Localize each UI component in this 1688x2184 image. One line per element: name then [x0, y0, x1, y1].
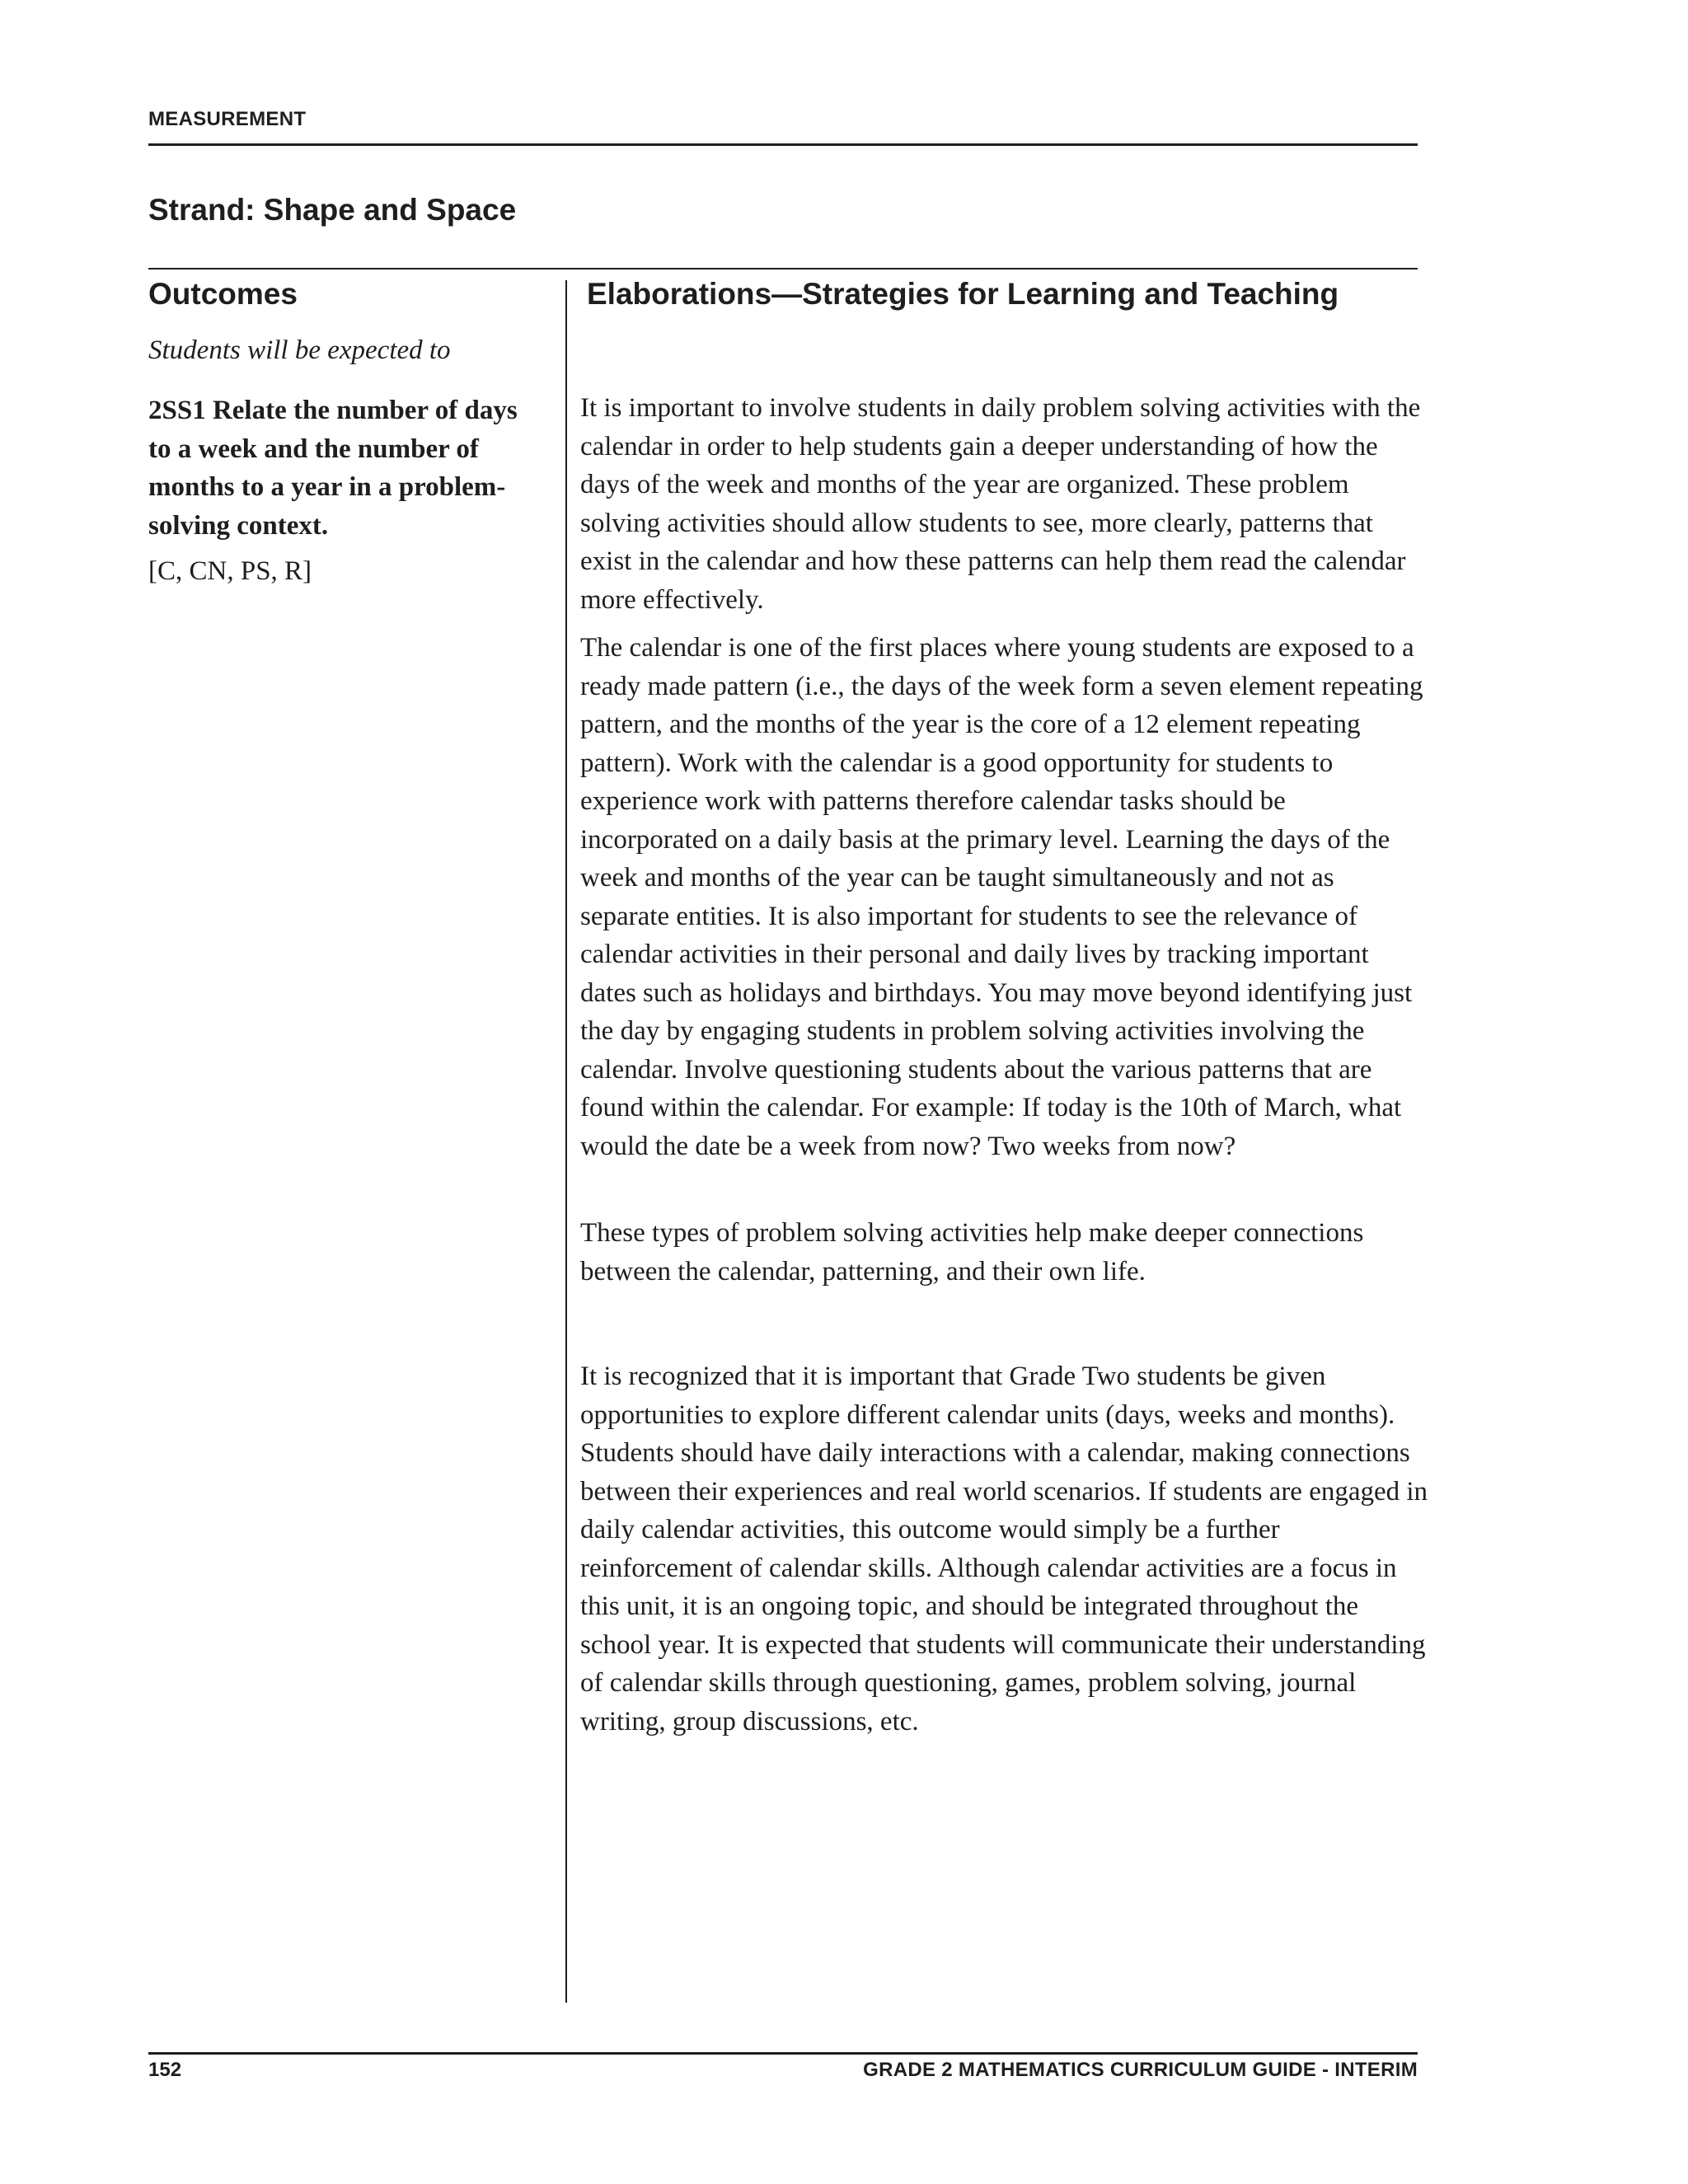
- page-number: 152: [148, 2059, 182, 2081]
- running-head: MEASUREMENT: [148, 108, 307, 130]
- elaboration-paragraph: These types of problem solving activities help make deeper connections between the calendar, patterning, and their own life.: [580, 1218, 1364, 1286]
- elaboration-paragraph: It is recognized that it is important that Grade Two students be given opportunities to explore different calendar units (days, weeks and months). Students should have daily interactions with a calendar, making connections between their experiences and real world scenarios. If students are engaged in daily calendar activities, this outcome would simply be a further reinforcement of calendar skills. Although calendar activities are a focus in this unit, it is an ongoing topic, and should be integrated throughout the school year. It is expected that students will communicate their understanding of calendar skills through questioning, games, problem solving, journal writing, group discussions, etc.: [580, 1361, 1428, 1736]
- column-divider: [565, 280, 567, 2003]
- elaboration-paragraph: The calendar is one of the first places where young students are exposed to a ready made pattern (i.e., the days of the week form a seven element repeating pattern, and the months of the year is the core of a 12 element repeating pattern). Work with the calendar is a good opportunity for students to experience work with patterns therefore calendar tasks should be incorporated on a daily basis at the primary level. Learning the days of the week and months of the year can be taught simultaneously and not as separate entities. It is also important for students to see the relevance of calendar activities in their personal and daily lives by tracking important dates such as holidays and birthdays. You may move beyond identifying just the day by engaging students in problem solving activities involving the calendar. Involve questioning students about the various patterns that are found within the calendar. For example: If today is the 10th of March, what would the date be a week from now? Two weeks from now?: [580, 633, 1423, 1161]
- elaborations-heading: Elaborations—Strategies for Learning and Teaching: [587, 277, 1339, 311]
- section-rule: [148, 268, 1418, 269]
- outcomes-heading: Outcomes: [148, 277, 298, 311]
- outcome-process-codes: [C, CN, PS, R]: [148, 556, 312, 586]
- outcome-statement: 2SS1 Relate the number of days to a week and the number of months to a year in a problem-solving context.: [148, 396, 518, 541]
- header-rule: [148, 143, 1418, 146]
- footer-title: GRADE 2 MATHEMATICS CURRICULUM GUIDE - INTERIM: [863, 2059, 1418, 2081]
- footer-rule: [148, 2052, 1418, 2055]
- outcomes-intro: Students will be expected to: [148, 335, 451, 365]
- elaboration-paragraph: It is important to involve students in daily problem solving activities with the calendar in order to help students gain a deeper understanding of how the days of the week and months of the year are organized. These problem solving activities should allow students to see, more clearly, patterns that exist in the calendar and how these patterns can help them read the calendar more effectively.: [580, 393, 1421, 615]
- strand-title: Strand: Shape and Space: [148, 193, 517, 227]
